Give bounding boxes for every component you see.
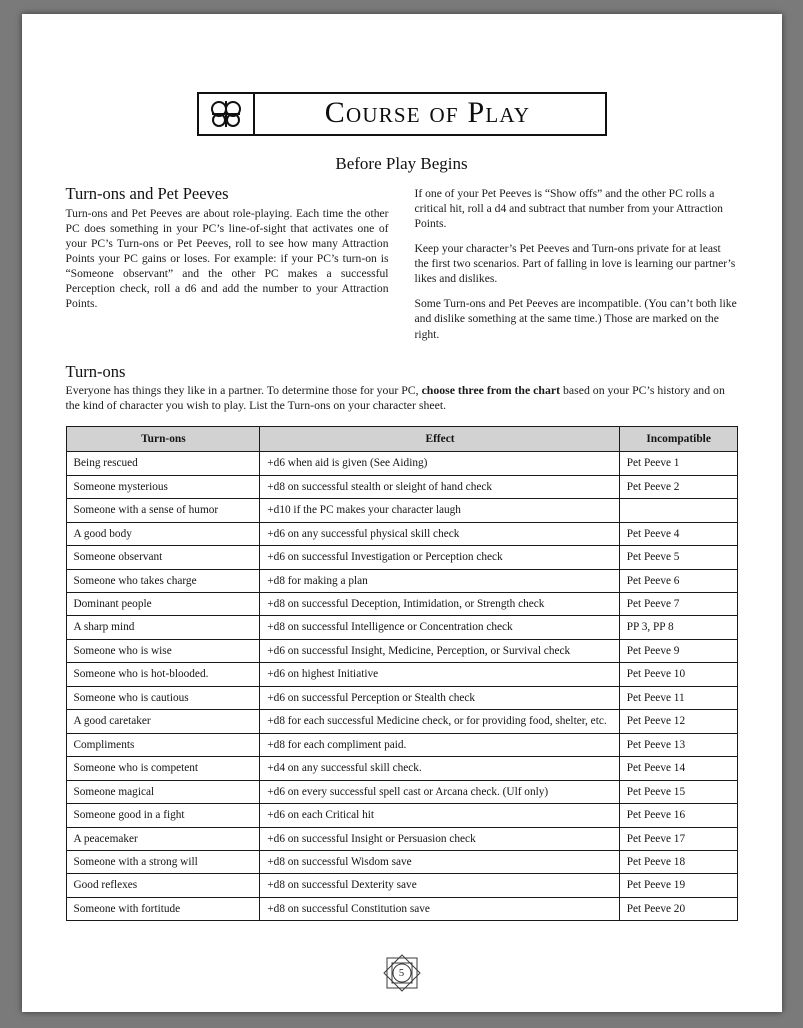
table-cell-incompatible: Pet Peeve 19 [619,874,737,897]
table-row [66,546,737,569]
column-header-effect: Effect [260,426,619,452]
intro-left-column [66,184,389,352]
turn-ons-intro-emphasis: choose three from the chart [421,382,561,397]
table-row [66,663,737,686]
table-row [66,616,737,639]
table-cell-effect: +d8 for making a plan [260,569,619,592]
table-cell-turn-on: Someone who is hot-blooded. [66,663,260,686]
table-cell-incompatible: Pet Peeve 15 [619,780,737,803]
table-cell-incompatible: Pet Peeve 14 [619,757,737,780]
turn-ons-intro-part-a: Everyone has things they like in a partner. To determine those for your PC, [65,382,422,397]
table-cell-incompatible: Pet Peeve 18 [619,850,737,873]
table-row [66,593,737,616]
table-cell-turn-on: Someone with fortitude [66,897,260,920]
table-cell-turn-on: Someone who is cautious [66,686,260,709]
table-cell-turn-on: Someone observant [66,546,260,569]
table-cell-incompatible [619,499,737,522]
table-cell-effect: +d8 on successful stealth or sleight of hand check [260,475,619,498]
table-cell-incompatible: Pet Peeve 16 [619,804,737,827]
table-cell-incompatible: Pet Peeve 13 [619,733,737,756]
table-cell-turn-on: Someone who takes charge [66,569,260,592]
table-cell-incompatible: Pet Peeve 6 [619,569,737,592]
celtic-ornament-icon [381,952,423,994]
page-number: 5 [398,967,405,979]
table-cell-incompatible: Pet Peeve 10 [619,663,737,686]
table-cell-turn-on: A good body [66,522,260,545]
table-cell-effect: +d8 for each compliment paid. [260,733,619,756]
table-row [66,733,737,756]
intro-left-paragraph: Turn-ons and Pet Peeves are about role-playing. Each time the other PC does something in your PC’s line-of-sight that activates one of your PC’s Turn-ons or Pet Peeves, roll to see how many Attraction Points your PC gains or loses. For example: if your PC’s turn-on is “Someone observant” and the other PC makes a successful Perception check, roll a d6 and add the number to your Attraction Points. [65,207,389,311]
table-cell-incompatible: PP 3, PP 8 [619,616,737,639]
table-cell-effect: +d8 on successful Constitution save [260,897,619,920]
table-cell-turn-on: Someone with a sense of humor [66,499,260,522]
table-body [66,452,737,921]
column-header-turn-ons: Turn-ons [66,426,260,452]
section-heading: Before Play Begins [335,154,468,173]
table-cell-incompatible: Pet Peeve 7 [619,593,737,616]
table-cell-effect: +d8 on successful Deception, Intimidation, or Strength check [260,593,619,616]
table-cell-turn-on: Good reflexes [66,874,260,897]
table-row [66,874,737,897]
table-cell-incompatible: Pet Peeve 20 [619,897,737,920]
table-cell-turn-on: Someone who is competent [66,757,260,780]
table-cell-effect: +d8 on successful Wisdom save [260,850,619,873]
table-cell-effect: +d6 on successful Insight, Medicine, Perception, or Survival check [260,639,619,662]
table-cell-turn-on: Compliments [66,733,260,756]
table-cell-turn-on: Dominant people [66,593,260,616]
page-title: Course of Play [324,95,531,129]
table-row [66,499,737,522]
table-row [66,827,737,850]
table-cell-turn-on: Someone with a strong will [66,850,260,873]
table-cell-effect: +d6 on highest Initiative [260,663,619,686]
table-cell-effect: +d6 on successful Investigation or Perception check [260,546,619,569]
table-cell-effect: +d6 on successful Insight or Persuasion check [260,827,619,850]
intro-right-column [415,184,738,352]
table-header-row [66,426,737,452]
celtic-knot-icon [199,94,255,134]
table-cell-turn-on: A sharp mind [66,616,260,639]
table-cell-turn-on: A peacemaker [66,827,260,850]
table-cell-incompatible: Pet Peeve 5 [619,546,737,569]
turn-ons-table [66,426,738,922]
intro-right-paragraph-2: Keep your character’s Pet Peeves and Turn-ons private for at least the first two scenarios. Part of falling in love is learning our partner’s likes and dislikes. [414,242,736,286]
table-cell-effect: +d6 on successful Perception or Stealth check [260,686,619,709]
table-row [66,757,737,780]
table-row [66,710,737,733]
table-row [66,897,737,920]
table-row [66,780,737,803]
table-cell-incompatible: Pet Peeve 12 [619,710,737,733]
table-cell-turn-on: A good caretaker [66,710,260,733]
document-page [22,14,782,1012]
table-cell-incompatible: Pet Peeve 9 [619,639,737,662]
table-cell-effect: +d6 when aid is given (See Aiding) [260,452,619,475]
table-cell-effect: +d6 on each Critical hit [260,804,619,827]
table-cell-turn-on: Someone mysterious [66,475,260,498]
table-row [66,452,737,475]
table-cell-effect: +d8 on successful Dexterity save [260,874,619,897]
table-row [66,686,737,709]
table-cell-effect: +d4 on any successful skill check. [260,757,619,780]
table-cell-effect: +d6 on every successful spell cast or Arcana check. (Ulf only) [260,780,619,803]
intro-right-paragraph-3: Some Turn-ons and Pet Peeves are incompatible. (You can’t both like and dislike something at the same time.) Those are marked on the right. [414,297,737,341]
intro-columns [66,184,738,352]
page-footer [22,952,782,994]
table-row [66,522,737,545]
turn-ons-intro [66,383,738,414]
column-header-incompatible: Incompatible [619,426,737,452]
table-cell-effect: +d8 for each successful Medicine check, or for providing food, shelter, etc. [260,710,619,733]
turn-ons-heading: Turn-ons [65,361,126,381]
table-cell-incompatible: Pet Peeve 1 [619,452,737,475]
table-cell-effect: +d6 on any successful physical skill check [260,522,619,545]
banner-box [197,92,607,136]
table-row [66,475,737,498]
table-cell-effect: +d10 if the PC makes your character laugh [260,499,619,522]
table-row [66,850,737,873]
table-cell-turn-on: Someone magical [66,780,260,803]
table-cell-incompatible: Pet Peeve 4 [619,522,737,545]
turn-ons-intro-part-c: based on your PC’s history and on the kind of character you wish to play. List the Turn-ons on your character sheet. [65,382,725,413]
table-cell-effect: +d8 on successful Intelligence or Concentration check [260,616,619,639]
turn-ons-and-pet-peeves-heading: Turn-ons and Pet Peeves [65,184,229,203]
table-row [66,804,737,827]
table-cell-turn-on: Someone who is wise [66,639,260,662]
title-banner [66,92,738,136]
table-row [66,639,737,662]
table-cell-turn-on: Someone good in a fight [66,804,260,827]
table-cell-incompatible: Pet Peeve 11 [619,686,737,709]
table-cell-incompatible: Pet Peeve 2 [619,475,737,498]
table-cell-turn-on: Being rescued [66,452,260,475]
table-cell-incompatible: Pet Peeve 17 [619,827,737,850]
intro-right-paragraph-1: If one of your Pet Peeves is “Show offs” and the other PC rolls a critical hit, roll a d4 and subtract that number from your Attraction Points. [414,187,723,231]
table-row [66,569,737,592]
table-head [66,426,737,452]
